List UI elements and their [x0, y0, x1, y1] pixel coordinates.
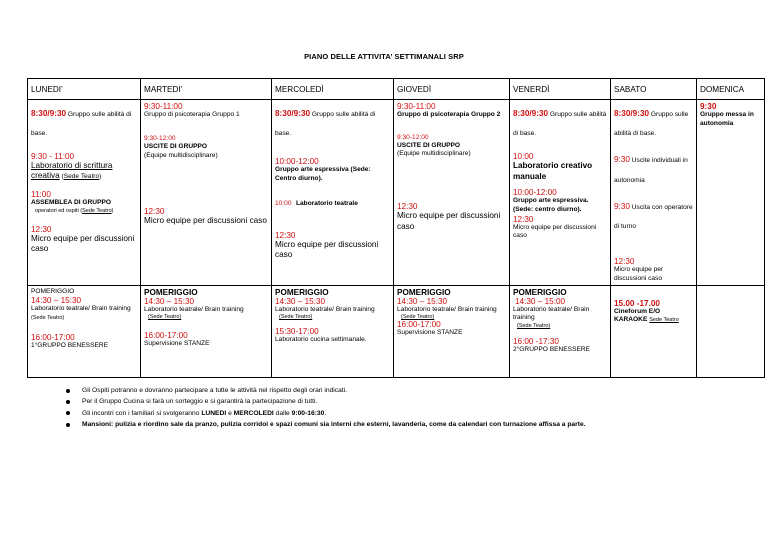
- time-label: 14:30 – 15:30: [397, 296, 448, 306]
- time-label: 14:30 – 15:00: [515, 296, 566, 306]
- activity-text: Micro equipe per discussioni caso: [397, 211, 501, 231]
- day-header-sunday: DOMENICA: [697, 79, 765, 100]
- day-header-saturday: SABATO: [611, 79, 697, 100]
- afternoon-label: POMERIGGIO: [275, 287, 329, 297]
- time-label: 12:30: [397, 202, 418, 212]
- activity-text: Micro equipe per discussioni caso: [614, 266, 664, 283]
- activity-text: Gruppo di psicoterapia Gruppo 1: [144, 111, 240, 118]
- time-label: 12:30: [275, 230, 296, 240]
- wednesday-morning-cell: [272, 100, 394, 286]
- time-label: 9:30: [700, 102, 717, 111]
- activity-text: Gruppo di psicoterapia Gruppo 2: [397, 111, 501, 118]
- friday-afternoon-cell: POMERIGGIO 14:30 – 15:00 Laboratorio teatrale/ Brain training (Sede Teatro) 16:00 -17:30 2°GRUPPO BENESSERE: [510, 285, 611, 377]
- bullet-icon: [66, 423, 70, 427]
- time-label: 16:00-17:00: [144, 331, 188, 341]
- activity-text: Gruppo sulle abilità di base.: [275, 111, 376, 138]
- time-label: 9:30 - 11:00: [31, 152, 75, 162]
- friday-morning-cell: [510, 100, 611, 286]
- afternoon-label: POMERIGGIO: [31, 287, 75, 295]
- afternoon-label: POMERIGGIO: [513, 287, 567, 297]
- thursday-morning-cell: [394, 100, 510, 286]
- notes-list: [66, 386, 586, 432]
- afternoon-label: POMERIGGIO: [397, 287, 451, 297]
- time-label: 12:30: [144, 206, 165, 216]
- time-label: 12:30: [31, 224, 52, 234]
- activity-text: (Equipe multidisciplinare): [397, 150, 471, 158]
- bullet-icon: [66, 400, 70, 404]
- thursday-afternoon-cell: POMERIGGIO 14:30 – 15:30 Laboratorio teatrale/ Brain training (Sede Teatro) 16:00-17:00 Supervisione STANZE: [394, 285, 510, 377]
- time-label: 16:00-17:00: [31, 333, 75, 343]
- time-label: 15.00 -17.00: [614, 298, 660, 308]
- activity-text: USCITE DI GRUPPO: [397, 141, 461, 149]
- bullet-icon: [66, 389, 70, 393]
- time-label: 8:30/9:30: [513, 109, 549, 118]
- activity-text: Micro equipe per discussioni caso: [144, 215, 267, 225]
- day-header-thursday: GIOVEDÌ: [394, 79, 510, 100]
- time-label: 9:30-12:00: [397, 133, 429, 141]
- time-label: 14:30 – 15:30: [31, 296, 82, 306]
- activity-text: 2°GRUPPO BENESSERE: [513, 346, 591, 354]
- time-label: 9:30: [614, 155, 630, 165]
- list-item: Gli Ospiti potranno e dovranno partecipare a tutte le attività nel rispetto degli orari indicati.: [66, 386, 586, 395]
- page-title: PIANO DELLE ATTIVITA’ SETTIMANALI SRP: [304, 52, 464, 61]
- time-label: 14:30 – 15:30: [144, 296, 195, 306]
- activity-text: Cineforum E/O KARAOKE: [614, 307, 661, 324]
- time-label: 12:30: [513, 214, 534, 224]
- time-label: 10:00-12:00: [275, 157, 319, 167]
- activity-text: Gruppo arte espressiva. (Sede: centro diurno).: [513, 196, 589, 213]
- time-label: 8:30/9:30: [31, 109, 67, 118]
- activity-text: Micro equipe per discussioni caso: [513, 223, 597, 240]
- header-row: [28, 79, 765, 100]
- tuesday-morning-cell: [141, 100, 272, 286]
- activity-text: Laboratorio di scrittura creativa: [31, 161, 113, 181]
- sunday-morning-cell: [697, 100, 765, 286]
- activity-text: Gruppo messa in autonomia: [700, 111, 754, 127]
- time-label: 9:30: [614, 201, 630, 211]
- afternoon-row: [28, 285, 765, 377]
- activity-text: Laboratorio teatrale/ Brain training: [275, 305, 375, 313]
- time-label: 11:00: [31, 190, 51, 200]
- time-label: 8:30/9:30: [275, 109, 311, 118]
- activity-text: Micro equipe per discussioni caso: [275, 239, 379, 259]
- time-label: 15:30-17:00: [275, 327, 319, 337]
- activity-text: Gruppo arte espressiva (Sede: Centro diurno).: [275, 166, 371, 182]
- activity-text: Laboratorio teatrale/ Brain training: [144, 305, 244, 313]
- activity-text: (Equipe multidisciplinare): [144, 151, 218, 159]
- activity-text: Gruppo sulle abilità di base.: [614, 111, 689, 138]
- time-label: 9:30-12:00: [144, 135, 176, 143]
- morning-row: [28, 100, 765, 286]
- activity-text: Supervisione STANZE: [397, 329, 463, 337]
- activity-text: Laboratorio cucina settimanale.: [275, 336, 367, 344]
- activity-text: Micro equipe per discussioni caso: [31, 233, 135, 253]
- activity-text: USCITE DI GRUPPO: [144, 143, 208, 151]
- saturday-afternoon-cell: 15.00 -17.00 Cineforum E/O KARAOKE Sede Teatro: [611, 285, 697, 377]
- activity-text: Laboratorio creativo manuale: [513, 161, 593, 181]
- time-label: 9:30-11:00: [144, 102, 183, 111]
- activity-text: Supervisione STANZE: [144, 340, 210, 348]
- day-header-tuesday: MARTEDI’: [141, 79, 272, 100]
- time-label: 10:00: [513, 152, 534, 162]
- activity-text: Uscite individuali in autonomia: [614, 157, 688, 184]
- time-label: 16:00 -17:30: [513, 337, 559, 347]
- tuesday-afternoon-cell: POMERIGGIO 14:30 – 15:30 Laboratorio teatrale/ Brain training (Sede Teatro) 16:00-17:00 Supervisione STANZE: [141, 285, 272, 377]
- activity-text: Uscita con operatore di turno: [614, 203, 693, 230]
- time-label: 10:00: [275, 199, 292, 207]
- list-item: Gli incontri con i familiari si svolgeranno LUNEDI e MERCOLEDI dalle 9:00-16:30.: [66, 409, 586, 418]
- time-label: 10:00-12:00: [513, 187, 557, 197]
- bullet-icon: [66, 411, 70, 415]
- activity-text: ASSEMBLEA DI GRUPPO: [31, 199, 111, 207]
- monday-afternoon-cell: POMERIGGIO 14:30 – 15:30 Laboratorio teatrale/ Brain training (Sede Teatro) 16:00-17:00 1°GRUPPO BENESSERE: [28, 285, 141, 377]
- monday-morning-cell: 8:30/9:30 Gruppo sulle abilità di base. 9:30 - 11:00 Laboratorio di scrittura creativa (Sede Teatro) 11:00 ASSEMBLEA DI GRUPPO operatori ed ospiti (Sede Teatro) 12:30 Micro equipe per discussioni caso: [28, 100, 141, 286]
- afternoon-label: POMERIGGIO: [144, 287, 198, 297]
- sunday-afternoon-cell: [697, 285, 765, 377]
- list-item: Mansioni: pulizia e riordino sale da pranzo, pulizia corridoi e spazi comuni sia interni che esterni, lavanderia, come da calendari con turnazione affissa a parte.: [66, 420, 586, 429]
- activity-text: 1°GRUPPO BENESSERE: [31, 342, 109, 350]
- day-header-monday: LUNEDI’: [28, 79, 141, 100]
- activity-text: Laboratorio teatrale/ Brain training: [513, 305, 590, 322]
- list-item: Per il Gruppo Cucina si farà un sorteggio e si garantirà la partecipazione di tutti.: [66, 397, 586, 406]
- time-label: 14:30 – 15:30: [275, 296, 326, 306]
- activity-text: Gruppo sulle abilità di base.: [513, 111, 607, 138]
- time-label: 8:30/9:30: [614, 109, 650, 118]
- activity-text: Gruppo sulle abilità di base.: [31, 111, 132, 138]
- day-header-wednesday: MERCOLEDÌ: [272, 79, 394, 100]
- activity-text: Laboratorio teatrale/ Brain training: [397, 305, 497, 313]
- activity-text: Laboratorio teatrale: [295, 199, 358, 207]
- time-label: 12:30: [614, 257, 635, 267]
- day-header-friday: VENERDÌ: [510, 79, 611, 100]
- saturday-morning-cell: [611, 100, 697, 286]
- wednesday-afternoon-cell: POMERIGGIO 14:30 – 15:30 Laboratorio teatrale/ Brain training (Sede Teatro) 15:30-17:00 Laboratorio cucina settimanale.: [272, 285, 394, 377]
- time-label: 16:00-17:00: [397, 320, 441, 330]
- time-label: 9:30-11:00: [397, 102, 436, 111]
- activity-text: Laboratorio teatrale/ Brain training: [31, 305, 131, 313]
- weekly-schedule-table: [27, 78, 765, 378]
